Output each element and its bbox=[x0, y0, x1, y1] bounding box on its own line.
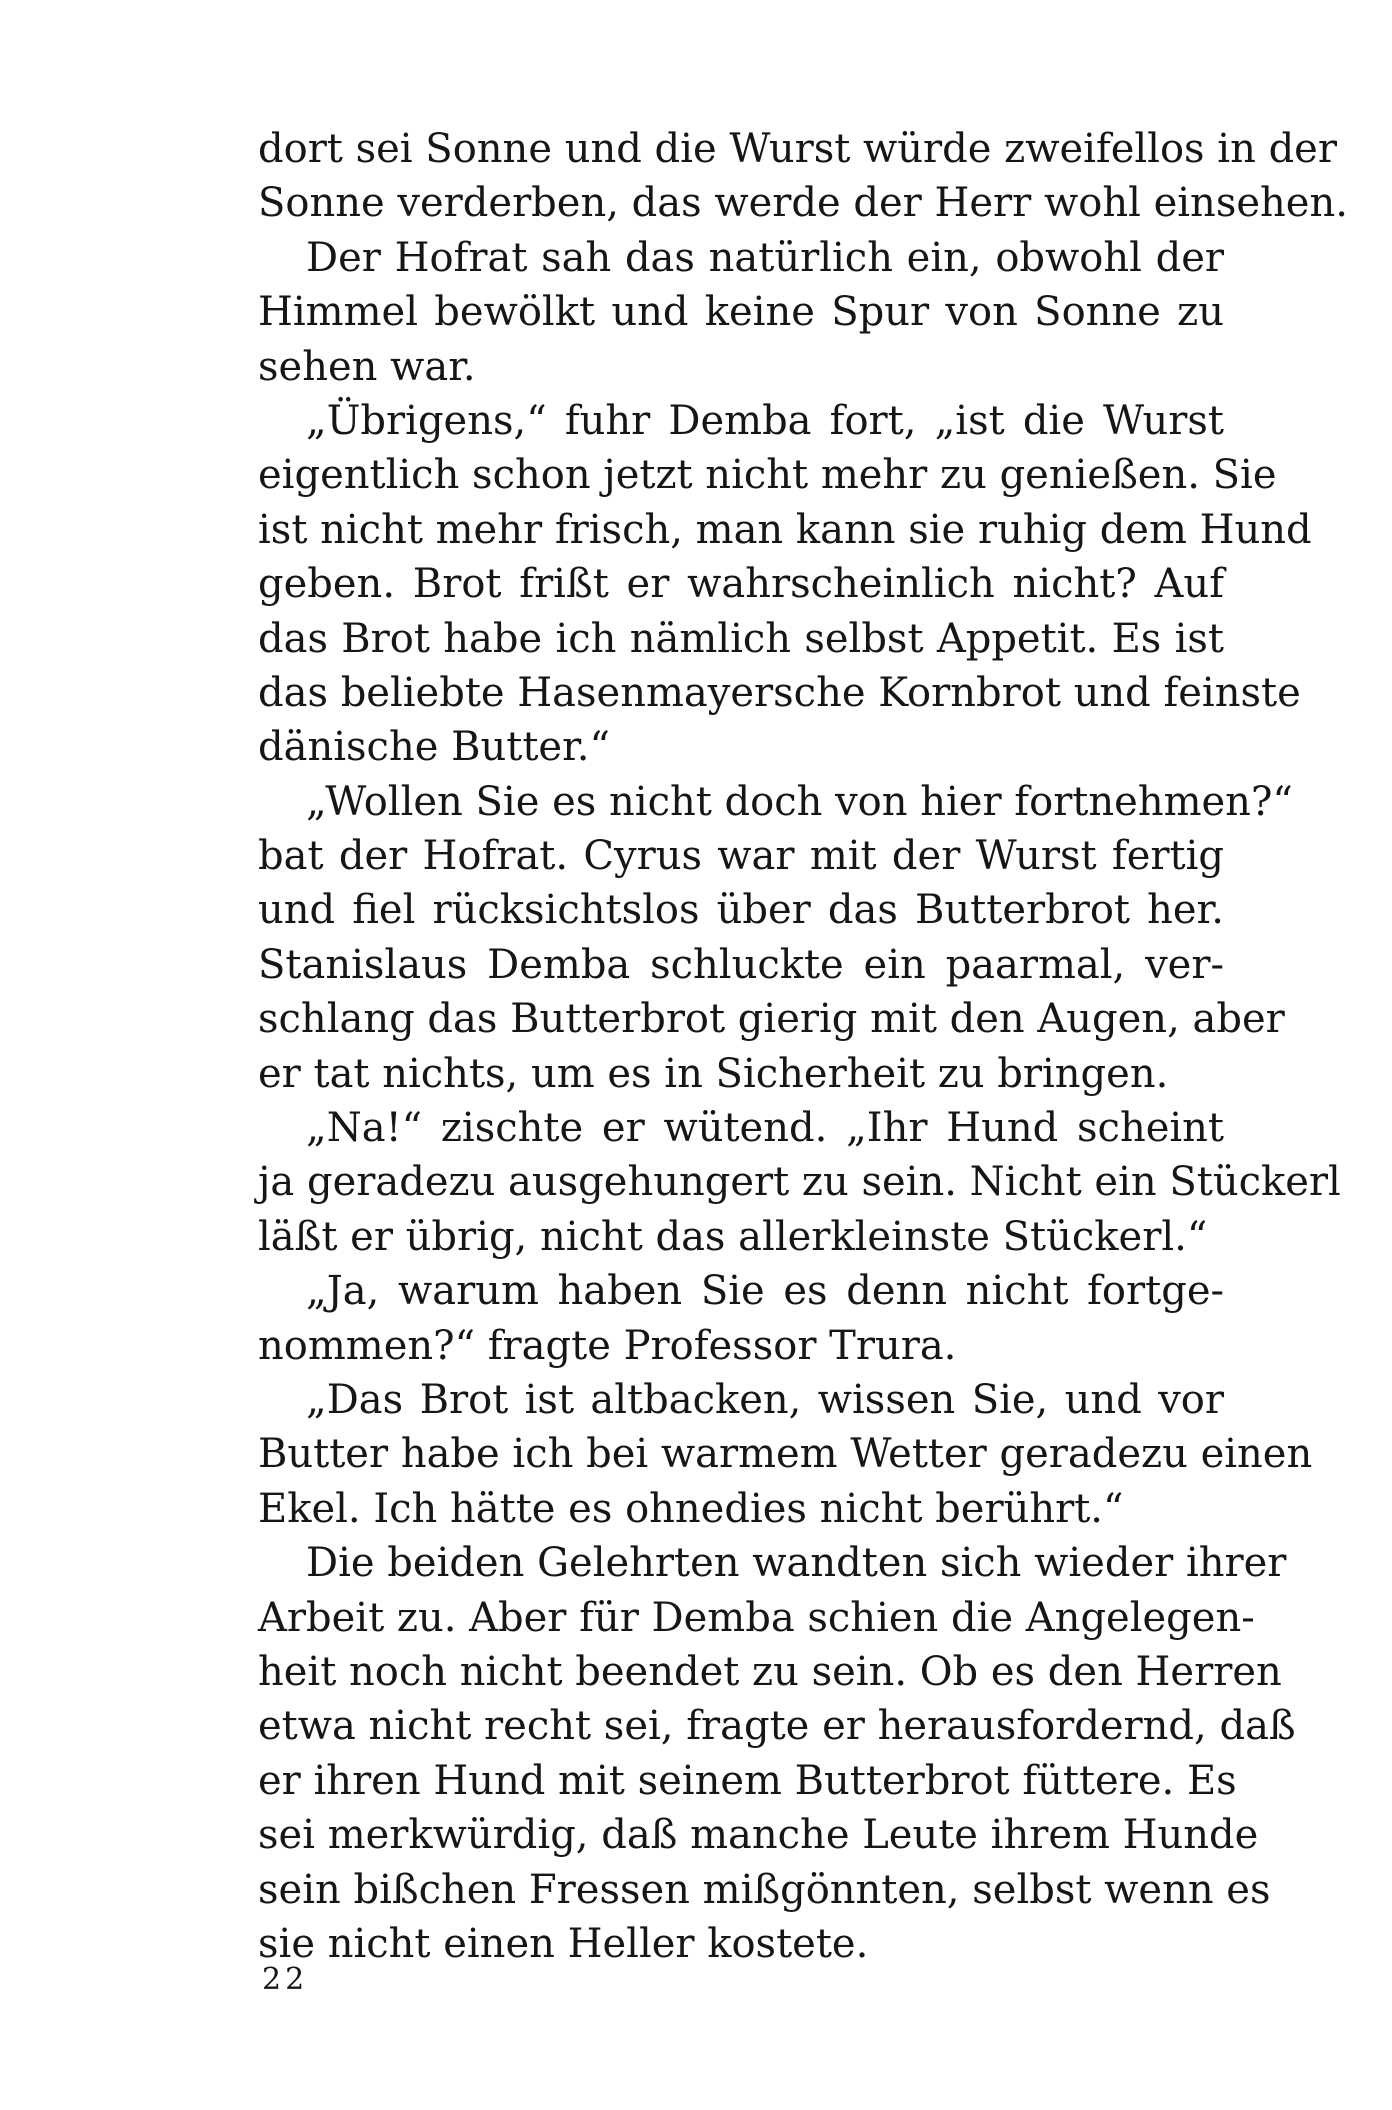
text-line: heit noch nicht beendet zu sein. Ob es den Herren bbox=[258, 1648, 1282, 1695]
text-line: Die beiden Gelehrten wandten sich wieder ihrer bbox=[306, 1540, 1287, 1587]
body-text bbox=[258, 122, 1348, 1971]
text-line: sei merkwürdig, daß manche Leute ihrem Hunde bbox=[258, 1812, 1259, 1859]
text-line: schlang das Butterbrot gierig mit den Augen, aber bbox=[258, 996, 1285, 1043]
text-line: eigentlich schon jetzt nicht mehr zu genießen. Sie bbox=[258, 452, 1277, 499]
text-line: bat der Hofrat. Cyrus war mit der Wurst fertig bbox=[258, 833, 1224, 880]
text-line: dort sei Sonne und die Wurst würde zweifellos in der bbox=[258, 126, 1337, 172]
text-line: Sonne verderben, das werde der Herr wohl einsehen. bbox=[258, 180, 1348, 227]
text-line: „Na!“ zischte er wütend. „Ihr Hund scheint bbox=[306, 1105, 1224, 1152]
text-line: geben. Brot frißt er wahrscheinlich nicht? Auf bbox=[258, 561, 1224, 608]
text-line: sein bißchen Fressen mißgönnten, selbst wenn es bbox=[258, 1866, 1271, 1913]
text-line: Arbeit zu. Aber für Demba schien die Angelegen- bbox=[258, 1594, 1255, 1641]
text-line: dänische Butter.“ bbox=[258, 724, 610, 771]
text-line: läßt er übrig, nicht das allerkleinste Stückerl.“ bbox=[258, 1213, 1208, 1260]
text-line: „Wollen Sie es nicht doch von hier fortnehmen?“ bbox=[306, 778, 1293, 825]
text-line: Stanislaus Demba schluckte ein paarmal, ver- bbox=[258, 941, 1224, 988]
text-line: das beliebte Hasenmayersche Kornbrot und feinste bbox=[258, 669, 1301, 716]
text-line: „Das Brot ist altbacken, wissen Sie, und vor bbox=[306, 1376, 1224, 1423]
text-line: Himmel bewölkt und keine Spur von Sonne zu bbox=[258, 289, 1224, 336]
text-line: Ekel. Ich hätte es ohnedies nicht berührt.“ bbox=[258, 1485, 1124, 1532]
text-line: „Ja, warum haben Sie es denn nicht fortge- bbox=[306, 1268, 1224, 1315]
text-line: sehen war. bbox=[258, 343, 476, 390]
text-line: „Übrigens,“ fuhr Demba fort, „ist die Wurst bbox=[306, 397, 1224, 444]
text-line: Der Hofrat sah das natürlich ein, obwohl der bbox=[306, 234, 1224, 281]
text-line: er tat nichts, um es in Sicherheit zu bringen. bbox=[258, 1050, 1169, 1097]
text-line: Butter habe ich bei warmem Wetter geradezu einen bbox=[258, 1431, 1313, 1478]
page-number: 22 bbox=[262, 1962, 309, 1997]
text-line: etwa nicht recht sei, fragte er herausfordernd, daß bbox=[258, 1703, 1296, 1750]
text-line: er ihren Hund mit seinem Butterbrot füttere. Es bbox=[258, 1757, 1237, 1804]
text-line: ist nicht mehr frisch, man kann sie ruhig dem Hund bbox=[258, 506, 1312, 553]
text-line: sie nicht einen Heller kostete. bbox=[258, 1920, 869, 1967]
text-line: nommen?“ fragte Professor Trura. bbox=[258, 1322, 957, 1369]
text-line: und fiel rücksichtslos über das Butterbrot her. bbox=[258, 887, 1224, 934]
text-line: ja geradezu ausgehungert zu sein. Nicht ein Stückerl bbox=[258, 1159, 1341, 1206]
text-line: das Brot habe ich nämlich selbst Appetit. Es ist bbox=[258, 615, 1224, 662]
